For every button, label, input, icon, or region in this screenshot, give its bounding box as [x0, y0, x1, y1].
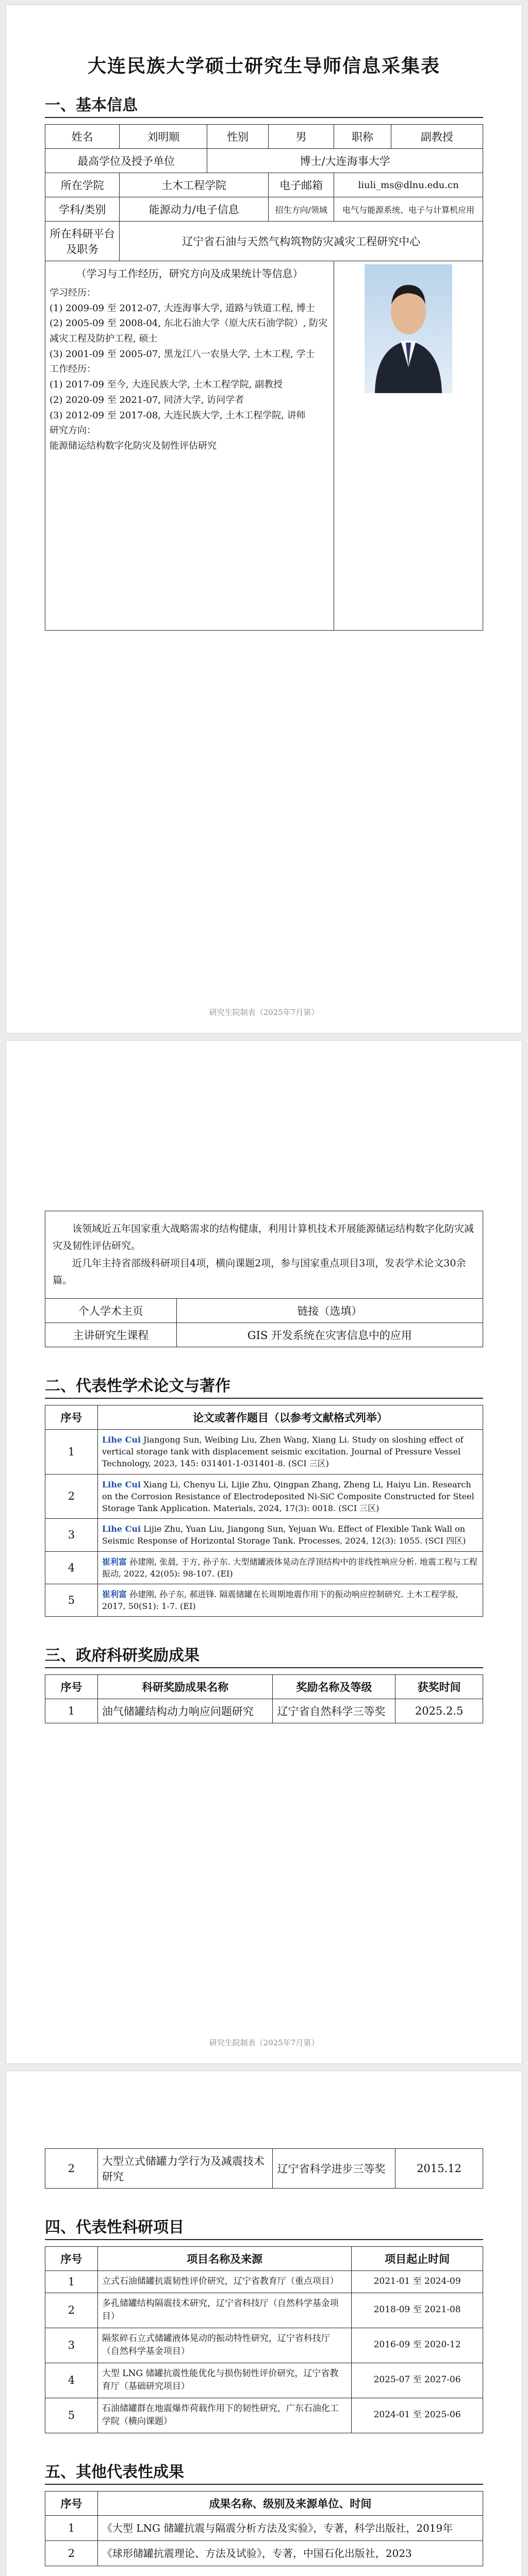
project-no: 3 [45, 2328, 98, 2363]
resume-line: (3) 2001-09 至 2005-07, 黑龙江八一农垦大学, 土木工程, 学士 [50, 348, 315, 360]
paper-entry [97, 1551, 483, 1584]
document-title: 大连民族大学硕士研究生导师信息采集表 [87, 55, 440, 77]
awards-table [45, 1674, 483, 1723]
table-row [45, 1551, 483, 1584]
project-time: 2025-07 至 2027-06 [352, 2363, 483, 2398]
project-time: 2024-01 至 2025-06 [352, 2398, 483, 2433]
homepage-label: 个人学术主页 [45, 1299, 177, 1323]
project-no: 5 [45, 2398, 98, 2433]
paper-no: 4 [45, 1551, 98, 1584]
resume-line: (1) 2017-09 至今, 大连民族大学, 土木工程学院, 副教授 [50, 379, 283, 391]
resume-line: (2) 2005-09 至 2008-04, 东北石油大学（原大庆石油学院）, 防灾减灾工程及防护工程, 硕士 [50, 318, 328, 345]
name-value: 刘明顺 [120, 125, 207, 149]
other-text: 《球形储罐抗震理论、方法及试验》，专著，中国石化出版社，2023 [97, 2540, 483, 2566]
paper-author: 崔利富 [102, 1556, 127, 1567]
portrait-image [365, 264, 452, 393]
paper-author: Lihe Cui [102, 1479, 141, 1489]
paper-text: Xiang Li, Chenyu Li, Lijie Zhu, Qingpan Zhang, Zheng Li, Haiyu Lin. Research on the Corrosion Resistance of Electrodeposited Ni-SiC Composite Constructed for Steel Storage Tank Application. Materials, 2024, 17(3): 0018. (SCI 三区) [102, 1479, 474, 1513]
research-paragraph: 近几年主持省部级科研项目4项，横向课题2项，参与国家重点项目3项，发表学术论文30余篇。 [53, 1257, 466, 1286]
paper-text: Jiangong Sun, Weibing Liu, Zhen Wang, Xiang Li. Study on sloshing effect of vertical storage tank with displacement seismic excitation. Journal of Pressure Vessel Technology, 2023, 145: 031401-1-031401-8. (SCI 三区) [102, 1435, 464, 1469]
course-value: GIS 开发系统在灾害信息中的应用 [176, 1323, 483, 1347]
award-no: 1 [45, 1699, 98, 1723]
paper-text: 孙建刚, 张晨, 于方, 孙子东. 大型储罐液体晃动在浮顶结构中的非线性响应分析. 地震工程与工程振动, 2022, 42(05): 98-107. (EI) [102, 1556, 477, 1579]
paper-no: 1 [45, 1430, 98, 1475]
page-footer: 研究生院制表（2025年7月第） [209, 2038, 319, 2047]
table-row [45, 2271, 483, 2293]
paper-entry [97, 1430, 483, 1475]
awards-col-time: 获奖时间 [395, 1675, 483, 1699]
award-name: 油气储罐结构动力响应问题研究 [97, 1699, 273, 1723]
page-1 [6, 5, 522, 1033]
project-time: 2021-01 至 2024-09 [352, 2271, 483, 2293]
degree-value: 博士/大连海事大学 [207, 149, 483, 173]
resume-line: 研究方向： [50, 425, 96, 436]
resume-text [50, 285, 329, 454]
project-time: 2016-09 至 2020-12 [352, 2328, 483, 2363]
resume-line: 能源储运结构数字化防灾及韧性评估研究 [50, 440, 217, 451]
paper-entry [97, 1584, 483, 1616]
table-row [45, 2540, 483, 2566]
project-name: 隔浆碎石立式储罐液体晃动的振动特性研究，辽宁省科技厅（自然科学基金项目） [97, 2328, 351, 2363]
resume-line: (3) 2012-09 至 2017-08, 大连民族大学, 土木工程学院, 讲师 [50, 410, 306, 421]
photo-cell [334, 261, 483, 631]
project-no: 4 [45, 2363, 98, 2398]
major-value: 能源动力/电子信息 [120, 197, 269, 222]
platform-value: 辽宁省石油与天然气构筑物防灾减灾工程研究中心 [120, 222, 483, 261]
portrait-photo [365, 264, 452, 393]
project-no: 2 [45, 2293, 98, 2328]
award-no: 2 [45, 2149, 98, 2189]
awards-col-award: 奖励名称及等级 [273, 1675, 395, 1699]
page-2 [6, 1041, 522, 2063]
resume-line: 学习经历： [50, 287, 96, 298]
projects-col-name: 项目名称及来源 [97, 2247, 351, 2271]
table-row [45, 2293, 483, 2328]
table-row [45, 2328, 483, 2363]
papers-table [45, 1405, 483, 1617]
section-awards-heading: 三、政府科研奖励成果 [45, 1642, 483, 1668]
platform-label: 所在科研平台及职务 [45, 222, 120, 261]
paper-entry [97, 1519, 483, 1551]
project-no: 1 [45, 2271, 98, 2293]
paper-author: Lihe Cui [102, 1435, 141, 1445]
section-other-heading: 五、其他代表性成果 [45, 2459, 483, 2485]
other-no: 2 [45, 2540, 98, 2566]
resume-line: 工作经历： [50, 364, 96, 375]
field-value: 电气与能源系统、电子与计算机应用 [334, 197, 483, 222]
homepage-link-label: 链接（选填） [176, 1299, 483, 1323]
resume-line: (1) 2009-09 至 2012-07, 大连海事大学, 道路与铁道工程, 博士 [50, 302, 315, 314]
name-label: 姓名 [45, 125, 120, 149]
major-label: 学科/类别 [45, 197, 120, 222]
other-table [45, 2491, 483, 2566]
resume-header: （学习与工作经历，研究方向及成果统计等信息） [76, 267, 303, 280]
other-col-no: 序号 [45, 2491, 98, 2515]
awards-col-no: 序号 [45, 1675, 98, 1699]
other-no: 1 [45, 2515, 98, 2540]
gender-value: 男 [268, 125, 334, 149]
other-text: 《大型 LNG 储罐抗震与隔震分析方法及实验》，专著，科学出版社，2019年 [97, 2515, 483, 2540]
paper-author: Lihe Cui [102, 1524, 141, 1534]
award-level: 辽宁省自然科学三等奖 [273, 1699, 395, 1723]
gender-label: 性别 [207, 125, 269, 149]
project-time: 2018-09 至 2021-08 [352, 2293, 483, 2328]
table-row [45, 2149, 483, 2189]
project-name: 立式石油储罐抗震韧性评价研究，辽宁省教育厅（重点项目） [97, 2271, 351, 2293]
papers-col-no: 序号 [45, 1405, 98, 1430]
section-basic-heading: 一、基本信息 [45, 92, 483, 118]
field-label: 招生方向/领域 [268, 197, 334, 222]
email-value: liuli_ms@dlnu.edu.cn [334, 173, 483, 197]
papers-col-title: 论文或著作题目（以参考文献格式列举） [97, 1405, 483, 1430]
section-projects-heading: 四、代表性科研项目 [45, 2214, 483, 2240]
project-name: 石油储罐群在地震爆炸荷载作用下的韧性研究，广东石油化工学院（横向课题） [97, 2398, 351, 2433]
projects-table [45, 2246, 483, 2433]
degree-label: 最高学位及授予单位 [45, 149, 207, 173]
email-label: 电子邮箱 [268, 173, 334, 197]
table-row [45, 1474, 483, 1519]
other-col-name: 成果名称、级别及来源单位、时间 [97, 2491, 483, 2515]
table-row [45, 2515, 483, 2540]
paper-no: 3 [45, 1519, 98, 1551]
project-name: 多孔储罐结构隔震技术研究，辽宁省科技厅（自然科学基金项目） [97, 2293, 351, 2328]
section-papers-heading: 二、代表性学术论文与著作 [45, 1373, 483, 1399]
research-table [45, 1211, 483, 1347]
resume-line: (2) 2020-09 至 2021-07, 同济大学, 访问学者 [50, 394, 244, 405]
college-label: 所在学院 [45, 173, 120, 197]
table-row [45, 1584, 483, 1616]
projects-col-time: 项目起止时间 [352, 2247, 483, 2271]
research-description [45, 1211, 483, 1299]
resume-cell [45, 261, 334, 631]
paper-text: Lijie Zhu, Yuan Liu, Jiangong Sun, Yejuan Wu. Effect of Flexible Tank Wall on Seismic Response of Horizontal Storage Tank. Processes, 2024, 12(3): 1055. (SCI 四区) [102, 1524, 466, 1546]
table-row [45, 1519, 483, 1551]
award-time: 2015.12 [395, 2149, 483, 2189]
awards-table-continued [45, 2148, 483, 2189]
projects-col-no: 序号 [45, 2247, 98, 2271]
award-time: 2025.2.5 [395, 1699, 483, 1723]
page-footer: 研究生院制表（2025年7月第） [209, 1008, 319, 1017]
title-label: 职称 [334, 125, 391, 149]
basic-info-table [45, 124, 483, 631]
paper-text: 孙建刚, 孙子东, 郝进锋. 隔震储罐在长周期地震作用下的振动响应控制研究. 土木工程学报, 2017, 50(S1): 1-7. (EI) [102, 1589, 458, 1612]
awards-col-name: 科研奖励成果名称 [97, 1675, 273, 1699]
project-name: 大型 LNG 储罐抗震性能优化与损伤韧性评价研究，辽宁省教育厅（基础研究项目） [97, 2363, 351, 2398]
table-row [45, 2398, 483, 2433]
page-3 [6, 2071, 522, 2576]
award-level: 辽宁省科学进步三等奖 [273, 2149, 395, 2189]
award-name: 大型立式储罐力学行为及减震技术研究 [97, 2149, 273, 2189]
paper-entry [97, 1474, 483, 1519]
research-paragraph: 该领域近五年国家重大战略需求的结构健康，利用计算机技术开展能源储运结构数字化防灾减灾及韧性评估研究。 [53, 1223, 474, 1252]
paper-no: 5 [45, 1584, 98, 1616]
paper-no: 2 [45, 1474, 98, 1519]
paper-author: 崔利富 [102, 1589, 127, 1599]
table-row [45, 1699, 483, 1723]
college-value: 土木工程学院 [120, 173, 269, 197]
title-value: 副教授 [391, 125, 483, 149]
course-label: 主讲研究生课程 [45, 1323, 177, 1347]
table-row [45, 1430, 483, 1475]
table-row [45, 2363, 483, 2398]
